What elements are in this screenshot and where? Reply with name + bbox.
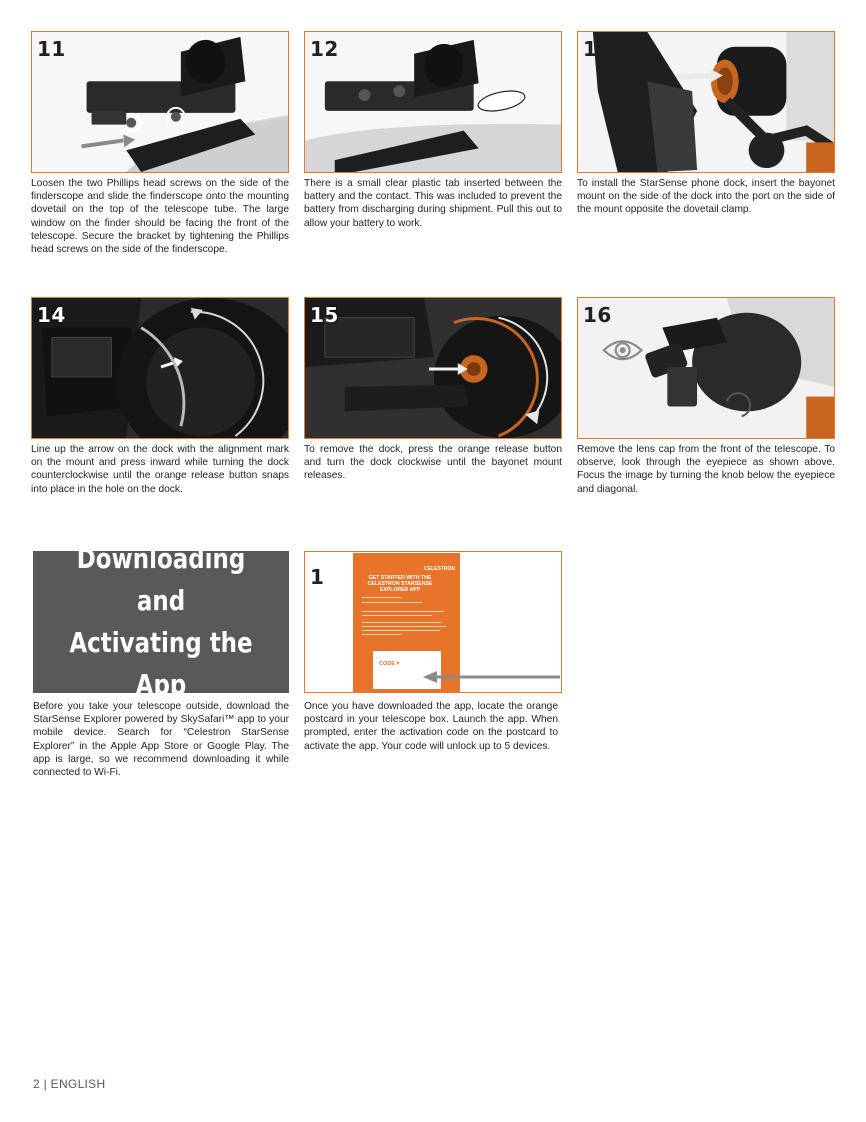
step-13-image — [577, 31, 835, 173]
postcard-title: GET STARTED WITH THE CELESTRON STARSENSE EXPLORER APP — [367, 575, 433, 594]
step-15-caption: To remove the dock, press the orange release button and turn the dock clockwise until the bayonet mount releases. — [304, 444, 562, 482]
step-number: 12 — [310, 37, 339, 61]
section-heading-box — [33, 542, 289, 701]
section-heading-line1: Downloading and — [76, 542, 246, 617]
step-11-caption: Loosen the two Phillips head screws on the side of the finderscope and slide the finderscope onto the mounting dovetail on the top of the telescope tube. The large window on the finder should be facing the front of the telescope. Secure the bracket by tightening the Phillips head screws on the side of the finderscope. — [31, 178, 289, 256]
step-14-image — [31, 297, 289, 439]
step-number: 16 — [583, 303, 612, 327]
step-number: 14 — [37, 303, 66, 327]
step-16-caption: Remove the lens cap from the front of the telescope. To observe, look through the eyepiece as shown above. Focus the image by turning the knob below the eyepiece and diagonal. — [577, 444, 835, 495]
step-11-image — [31, 31, 289, 173]
page-footer: 2 | ENGLISH — [33, 1077, 106, 1091]
step-14-caption: Line up the arrow on the dock with the alignment mark on the mount and press inward while turning the dock counterclockwise until the orange release button snaps into place in the hole on the dock. — [31, 444, 289, 495]
postcard-code-label: CODE # — [379, 661, 400, 667]
eyepiece-observe-illustration — [578, 298, 834, 438]
finderscope-illustration — [32, 32, 288, 172]
battery-tab-illustration — [305, 32, 561, 172]
step-12-image — [304, 31, 562, 173]
step-number: 15 — [310, 303, 339, 327]
phone-dock-install-illustration — [578, 32, 834, 172]
dock-removal-illustration — [305, 298, 561, 438]
step-15-image — [304, 297, 562, 439]
section-heading-line2: Activating the App — [69, 626, 253, 701]
section-heading — [56, 538, 266, 706]
postcard-arrow-icon — [415, 668, 565, 688]
dock-alignment-illustration — [32, 298, 288, 438]
step-number: 11 — [37, 37, 66, 61]
step-12-caption: There is a small clear plastic tab inserted between the battery and the contact. This was included to prevent the battery from discharging during shipment. Pull this out to allow your battery to work. — [304, 178, 562, 229]
app-step-1-caption: Once you have downloaded the app, locate the orange postcard in your telescope box. Launch the app. When prompted, enter the activation code on the postcard to activate the app. Your code will unlock up to 5 devices. — [304, 701, 558, 752]
step-13-caption: To install the StarSense phone dock, insert the bayonet mount on the side of the dock into the port on the side of the mount opposite the dovetail clamp. — [577, 178, 835, 216]
step-16-image — [577, 297, 835, 439]
app-intro-text: Before you take your telescope outside, download the StarSense Explorer powered by SkySafari™ app to your mobile device. Search for “Celestron StarSense Explorer” in the Apple App Store or Google Play. The app is large, so we recommend downloading it while connected to Wi-Fi. — [33, 701, 289, 779]
step-number: 13 — [583, 37, 612, 61]
step-number: 1 — [310, 565, 325, 589]
postcard-brand: CELESTRON — [424, 566, 455, 572]
